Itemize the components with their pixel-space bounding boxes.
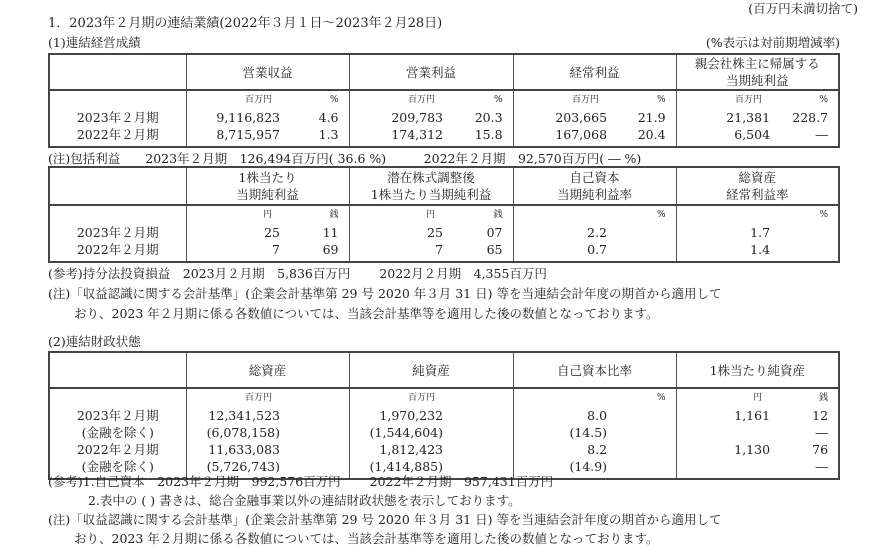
table-row bbox=[49, 441, 839, 458]
value-cell: 12,341,523 bbox=[186, 407, 286, 424]
column-header: 1株当たり純資産 bbox=[676, 352, 839, 388]
equity-method-note: (参考)持分法投資損益 2023月２月期 5,836百万円 2022月２月期 4,355百万円 bbox=[48, 266, 547, 281]
column-header: 1株当たり 当期純利益 bbox=[186, 167, 349, 205]
row-label: 2022年２月期 bbox=[76, 242, 159, 257]
sub-value-cell: 07 bbox=[486, 225, 503, 240]
unit-label: % bbox=[493, 95, 503, 105]
value-cell: 25 bbox=[186, 224, 286, 241]
value-cell: 7 bbox=[186, 241, 286, 262]
row-label: 2022年２月期 bbox=[76, 127, 159, 142]
value-cell: 209,783 bbox=[349, 109, 449, 126]
table-row bbox=[49, 424, 839, 441]
header-row bbox=[49, 352, 839, 388]
header-blank bbox=[49, 54, 186, 90]
value-cell: 1,161 bbox=[676, 407, 776, 424]
unit-label: 銭 bbox=[329, 210, 339, 220]
unit-label: % bbox=[656, 210, 666, 220]
sub-value-cell bbox=[776, 241, 839, 262]
unit-label: 百万円 bbox=[186, 90, 286, 109]
value-cell: (5,726,743) bbox=[186, 458, 286, 479]
financial-position-heading: (2)連結財政状態 bbox=[48, 334, 141, 349]
value-cell: 1,130 bbox=[676, 441, 776, 458]
value-cell: 8,715,957 bbox=[186, 126, 286, 147]
sub-value-cell: 20.3 bbox=[474, 110, 503, 125]
table-row bbox=[49, 109, 839, 126]
value-cell: (6,078,158) bbox=[186, 424, 286, 441]
value-cell: 203,665 bbox=[513, 109, 613, 126]
row-label: 2023年２月期 bbox=[76, 408, 159, 423]
unit-label: 円 bbox=[676, 388, 776, 407]
column-header: 純資産 bbox=[349, 352, 513, 388]
comprehensive-income-note: (注)包括利益 2023年２月期 126,494百万円( 36.6 %) 2022年２月期 92,570百万円( ― %) bbox=[48, 151, 642, 166]
sub-value-cell bbox=[613, 407, 676, 424]
sub-value-cell: ― bbox=[815, 459, 829, 474]
units-blank bbox=[49, 90, 186, 109]
unit-label: 百万円 bbox=[186, 388, 286, 407]
column-header: 親会社株主に帰属する 当期純利益 bbox=[676, 54, 839, 90]
value-cell: (14.5) bbox=[513, 424, 613, 441]
accounting-standard-note-1-cont: おり、2023 年２月期に係る各数値については、当該会計基準等を適用した後の数値となっております。 bbox=[74, 306, 659, 321]
sub-value-cell bbox=[286, 441, 349, 458]
sub-value-cell: 15.8 bbox=[474, 127, 503, 142]
operating-results-heading: (1)連結経営成績 bbox=[48, 35, 141, 50]
value-cell: (14.9) bbox=[513, 458, 613, 479]
sub-value-cell bbox=[613, 458, 676, 479]
value-cell: (1,414,885) bbox=[349, 458, 449, 479]
unit-note: (百万円未満切捨て) bbox=[748, 1, 858, 16]
unit-label bbox=[286, 388, 349, 407]
unit-label: 銭 bbox=[493, 210, 503, 220]
unit-label: 円 bbox=[186, 205, 286, 224]
sub-value-cell: 76 bbox=[812, 442, 829, 457]
reference-note-2: 2.表中の ( ) 書きは、総合金融事業以外の連結財政状態を表示しております。 bbox=[88, 493, 521, 508]
table-row bbox=[49, 241, 839, 262]
sub-value-cell: 228.7 bbox=[792, 110, 829, 125]
sub-value-cell bbox=[449, 424, 513, 441]
operating-results-table bbox=[48, 53, 840, 148]
per-share-table bbox=[48, 166, 840, 263]
value-cell: 7 bbox=[349, 241, 449, 262]
sub-value-cell bbox=[613, 224, 676, 241]
unit-label: % bbox=[656, 393, 666, 403]
value-cell: 8.0 bbox=[513, 407, 613, 424]
header-row bbox=[49, 54, 839, 90]
column-header: 総資産 bbox=[186, 352, 349, 388]
value-cell bbox=[676, 458, 776, 479]
sub-value-cell bbox=[613, 441, 676, 458]
column-header: 自己資本比率 bbox=[513, 352, 676, 388]
percent-note: (%表示は対前期増減率) bbox=[705, 35, 840, 50]
unit-label: 百万円 bbox=[349, 90, 449, 109]
section-title: 1．2023年２月期の連結業績(2022年３月１日～2023年２月28日) bbox=[48, 16, 443, 31]
unit-label: 銭 bbox=[819, 393, 829, 403]
table-row bbox=[49, 126, 839, 147]
accounting-standard-note-2: (注)「収益認識に関する会計基準」(企業会計基準第 29 号 2020 年３月 31 日) 等を当連結会計年度の期首から適用して bbox=[48, 512, 722, 527]
value-cell: 6,504 bbox=[676, 126, 776, 147]
value-cell: 1.7 bbox=[676, 224, 776, 241]
value-cell: 2.2 bbox=[513, 224, 613, 241]
value-cell: 21,381 bbox=[676, 109, 776, 126]
sub-value-cell: 11 bbox=[322, 225, 339, 240]
value-cell bbox=[676, 424, 776, 441]
column-header: 総資産 経常利益率 bbox=[676, 167, 839, 205]
value-cell: 11,633,083 bbox=[186, 441, 286, 458]
sub-value-cell bbox=[286, 407, 349, 424]
table-row bbox=[49, 407, 839, 424]
value-cell: 8.2 bbox=[513, 441, 613, 458]
units-row bbox=[49, 90, 839, 109]
sub-value-cell: ― bbox=[815, 425, 829, 440]
header-blank bbox=[49, 167, 186, 205]
row-label: 2022年２月期 bbox=[76, 442, 159, 457]
value-cell: 25 bbox=[349, 224, 449, 241]
units-blank bbox=[49, 388, 186, 407]
sub-value-cell bbox=[613, 241, 676, 262]
column-header: 営業収益 bbox=[186, 54, 349, 90]
sub-value-cell bbox=[449, 407, 513, 424]
value-cell: 0.7 bbox=[513, 241, 613, 262]
sub-value-cell: 65 bbox=[486, 242, 503, 257]
value-cell: 174,312 bbox=[349, 126, 449, 147]
row-label: 2023年２月期 bbox=[76, 225, 159, 240]
sub-value-cell: 69 bbox=[322, 242, 339, 257]
column-header: 潜在株式調整後 1株当たり当期純利益 bbox=[349, 167, 513, 205]
value-cell: 1.4 bbox=[676, 241, 776, 262]
sub-value-cell: 1.3 bbox=[318, 127, 339, 142]
units-row bbox=[49, 205, 839, 224]
reference-note-1: (参考)1.自己資本 2023年２月期 992,576百万円 2022年２月期 957,431百万円 bbox=[48, 474, 554, 489]
column-header: 自己資本 当期純利益率 bbox=[513, 167, 676, 205]
unit-label bbox=[676, 205, 776, 224]
financial-position-table bbox=[48, 351, 840, 480]
row-label: 2023年２月期 bbox=[76, 110, 159, 125]
header-blank bbox=[49, 352, 186, 388]
sub-value-cell bbox=[286, 424, 349, 441]
units-row bbox=[49, 388, 839, 407]
unit-label: % bbox=[819, 210, 829, 220]
sub-value-cell bbox=[776, 224, 839, 241]
unit-label: % bbox=[819, 95, 829, 105]
sub-value-cell bbox=[613, 424, 676, 441]
unit-label: 百万円 bbox=[513, 90, 613, 109]
unit-label bbox=[513, 205, 613, 224]
sub-value-cell: 12 bbox=[812, 408, 829, 423]
unit-label: 百万円 bbox=[676, 90, 776, 109]
unit-label: % bbox=[329, 95, 339, 105]
value-cell: 1,812,423 bbox=[349, 441, 449, 458]
row-label: (金融を除く) bbox=[81, 425, 154, 440]
unit-label bbox=[449, 388, 513, 407]
accounting-standard-note-2-cont: おり、2023 年２月期に係る各数値については、当該会計基準等を適用した後の数値となっております。 bbox=[74, 531, 659, 546]
sub-value-cell: 21.9 bbox=[637, 110, 666, 125]
row-label: (金融を除く) bbox=[81, 459, 154, 474]
unit-label bbox=[513, 388, 613, 407]
table-row bbox=[49, 224, 839, 241]
column-header: 経常利益 bbox=[513, 54, 676, 90]
unit-label: 円 bbox=[349, 205, 449, 224]
value-cell: (1,544,604) bbox=[349, 424, 449, 441]
accounting-standard-note-1: (注)「収益認識に関する会計基準」(企業会計基準第 29 号 2020 年３月 31 日) 等を当連結会計年度の期首から適用して bbox=[48, 286, 722, 301]
sub-value-cell: 4.6 bbox=[318, 110, 339, 125]
value-cell: 1,970,232 bbox=[349, 407, 449, 424]
unit-label: 百万円 bbox=[349, 388, 449, 407]
header-row bbox=[49, 167, 839, 205]
value-cell: 9,116,823 bbox=[186, 109, 286, 126]
value-cell: 167,068 bbox=[513, 126, 613, 147]
sub-value-cell bbox=[449, 441, 513, 458]
column-header: 営業利益 bbox=[349, 54, 513, 90]
sub-value-cell: 20.4 bbox=[637, 127, 666, 142]
unit-label: % bbox=[656, 95, 666, 105]
sub-value-cell: ― bbox=[815, 127, 829, 142]
units-blank bbox=[49, 205, 186, 224]
